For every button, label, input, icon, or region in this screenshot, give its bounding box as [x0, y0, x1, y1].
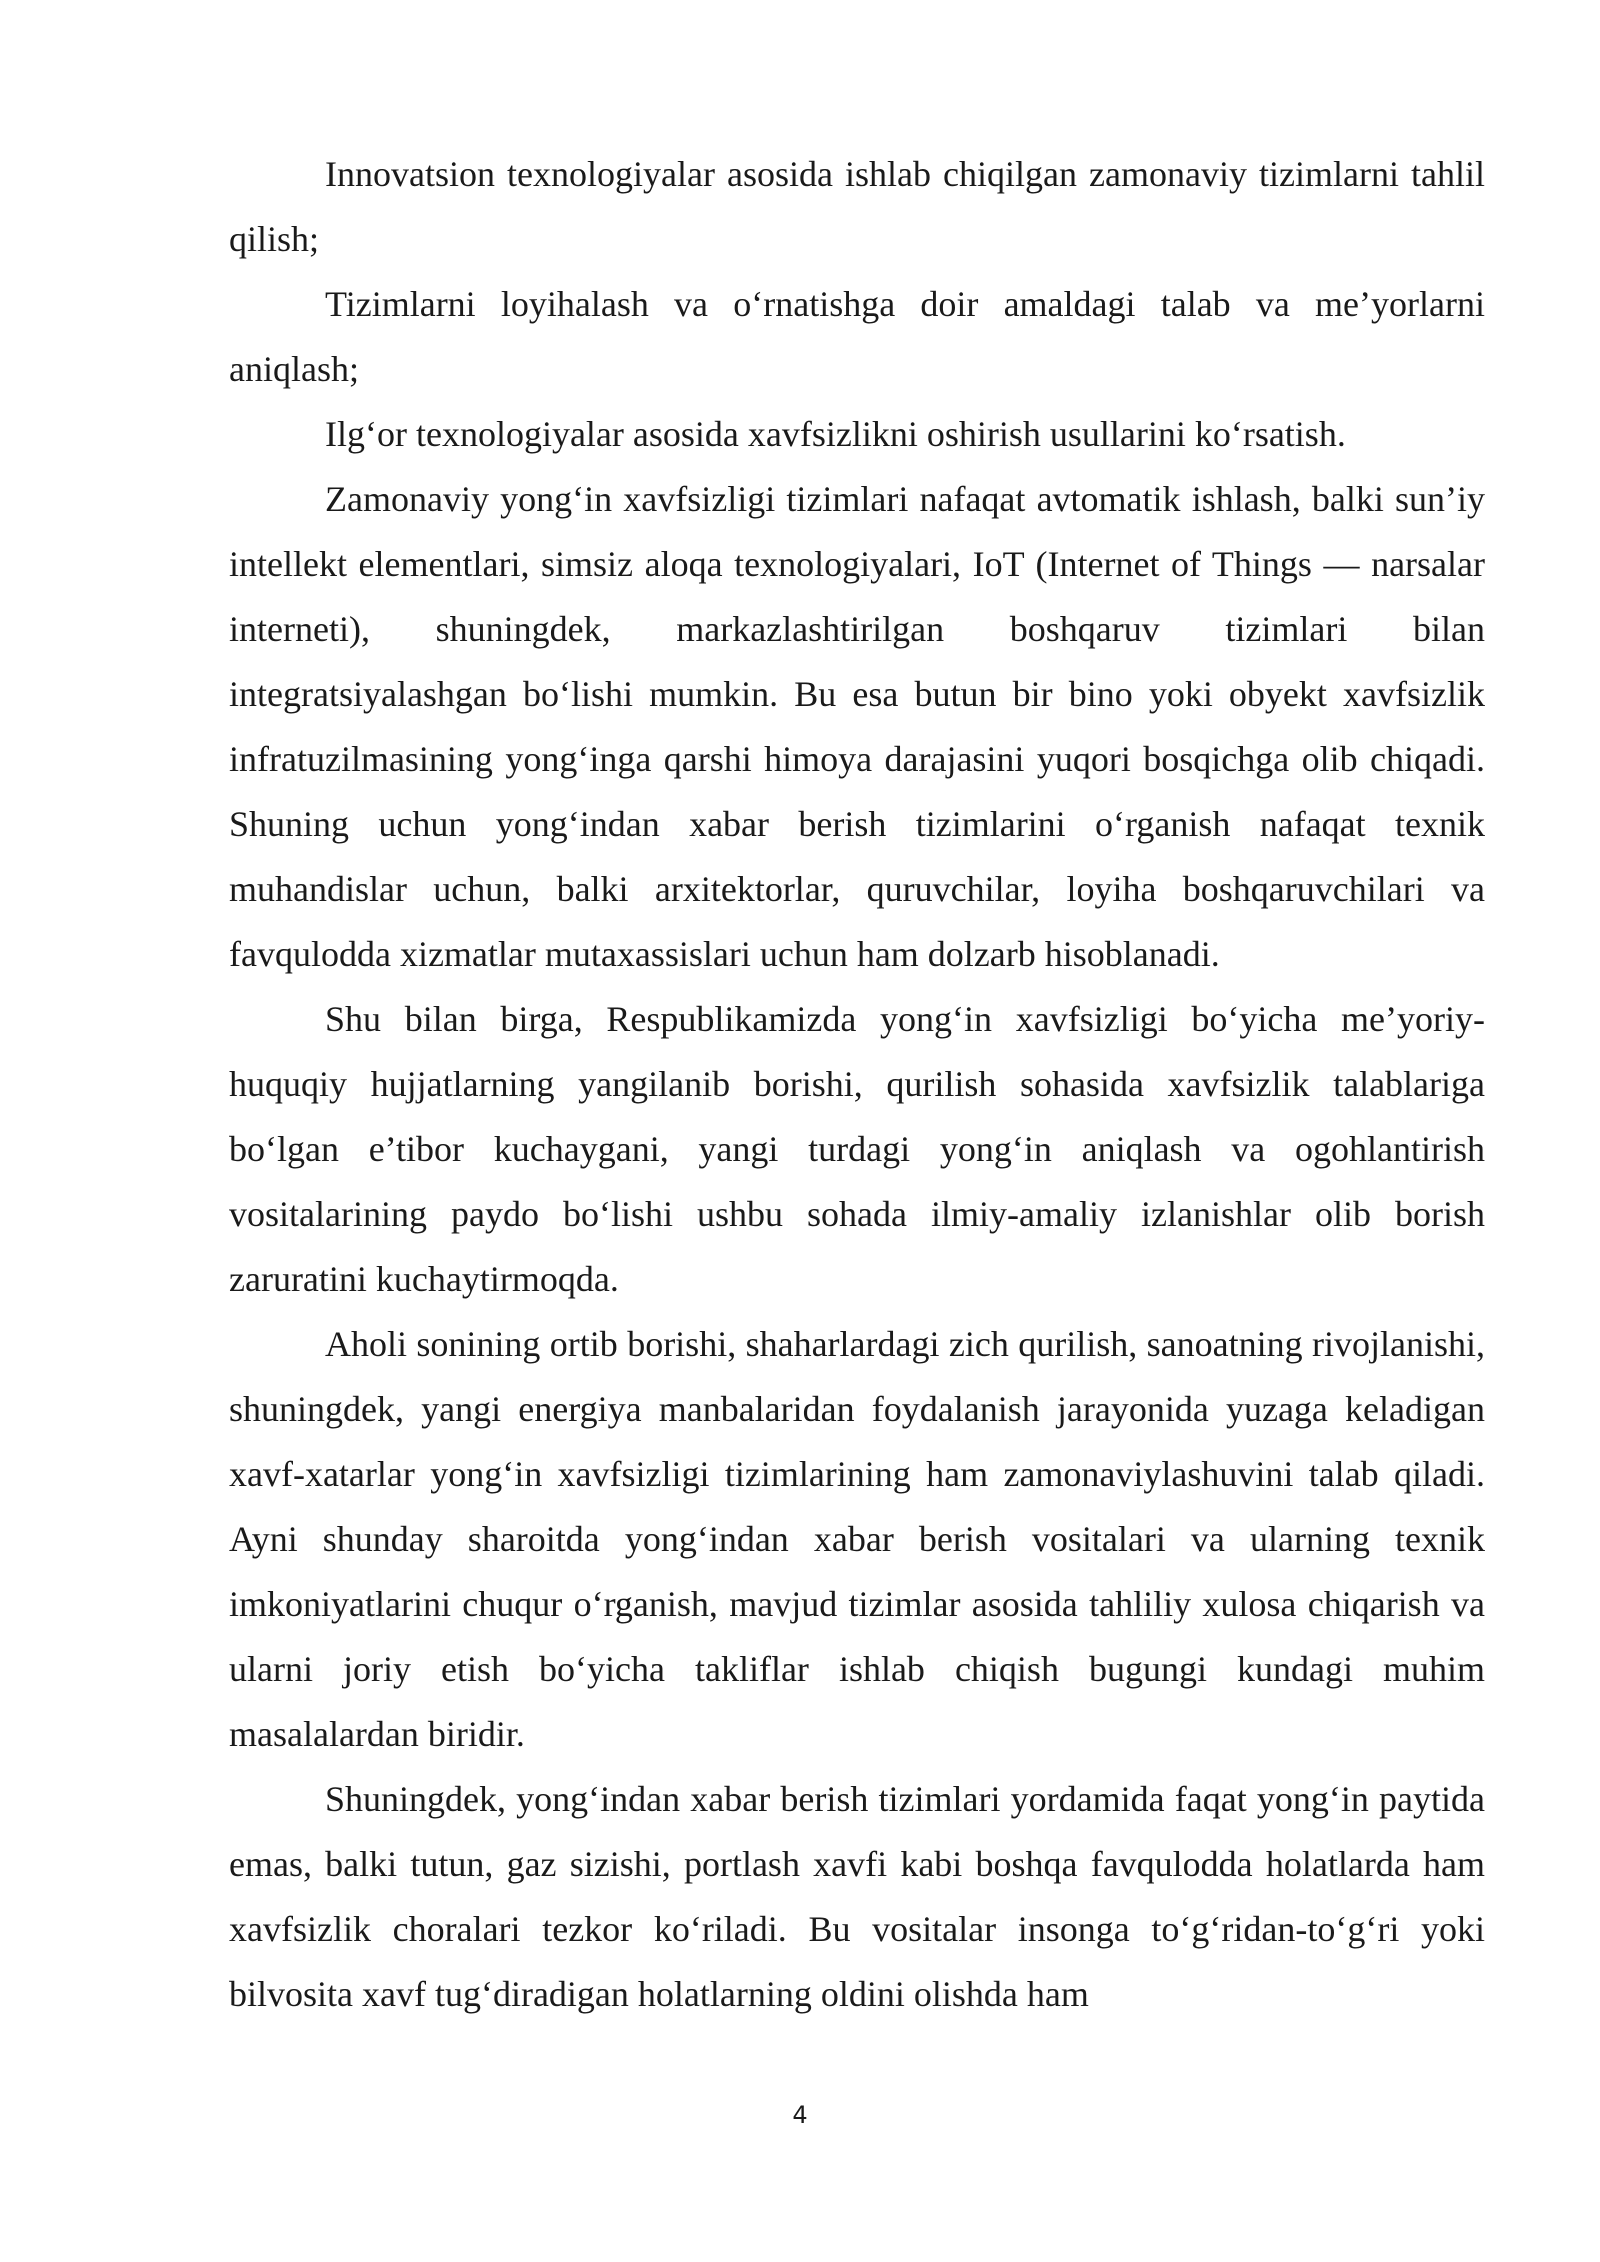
paragraph: Aholi sonining ortib borishi, shaharlardagi zich qurilish, sanoatning rivojlanishi, shuningdek, yangi energiya manbalaridan foydalanish jarayonida yuzaga keladigan xavf-xatarlar yong‘in xavfsizligi tizimlarining ham zamonaviylashuvini talab qiladi. Ayni shunday sharoitda yong‘indan xabar berish vositalari va ularning texnik imkoniyatlarini chuqur o‘rganish, mavjud tizimlar asosida tahliliy xulosa chiqarish va ularni joriy etish bo‘yicha takliflar ishlab chiqish bugungi kundagi muhim masalalardan biridir. — [229, 1324, 1485, 1754]
paragraph: Innovatsion texnologiyalar asosida ishlab chiqilgan zamonaviy tizimlarni tahlil qilish; — [229, 154, 1485, 259]
paragraph: Zamonaviy yong‘in xavfsizligi tizimlari nafaqat avtomatik ishlash, balki sun’iy intellekt elementlari, simsiz aloqa texnologiyalari, IoT (Internet of Things — narsalar interneti), shuningdek, markazlashtirilgan boshqaruv tizimlari bilan integratsiyalashgan bo‘lishi mumkin. Bu esa butun bir bino yoki obyekt xavfsizlik infratuzilmasining yong‘inga qarshi himoya darajasini yuqori bosqichga olib chiqadi. Shuning uchun yong‘indan xabar berish tizimlarini o‘rganish nafaqat texnik muhandislar uchun, balki arxitektorlar, quruvchilar, loyiha boshqaruvchilari va favqulodda xizmatlar mutaxassislari uchun ham dolzarb hisoblanadi. — [229, 479, 1485, 974]
paragraph: Shuningdek, yong‘indan xabar berish tizimlari yordamida faqat yong‘in paytida emas, balki tutun, gaz sizishi, portlash xavfi kabi boshqa favqulodda holatlarda ham xavfsizlik choralari tezkor ko‘riladi. Bu vositalar insonga to‘g‘ridan-to‘g‘ri yoki bilvosita xavf tug‘diradigan holatlarning oldini olishda ham — [229, 1779, 1485, 2014]
page-number: 4 — [792, 2101, 808, 2129]
paragraph: Ilg‘or texnologiyalar asosida xavfsizlikni oshirish usullarini ko‘rsatish. — [325, 414, 1346, 454]
paragraph: Shu bilan birga, Respublikamizda yong‘in xavfsizligi bo‘yicha me’yoriy-huquqiy hujjatlarning yangilanib borishi, qurilish sohasida xavfsizlik talablariga bo‘lgan e’tibor kuchaygani, yangi turdagi yong‘in aniqlash va ogohlantirish vositalarining paydo bo‘lishi ushbu sohada ilmiy-amaliy izlanishlar olib borish zaruratini kuchaytirmoqda. — [229, 999, 1485, 1299]
paragraph: Tizimlarni loyihalash va o‘rnatishga doir amaldagi talab va me’yorlarni aniqlash; — [229, 284, 1485, 389]
body-text — [229, 142, 1485, 2027]
